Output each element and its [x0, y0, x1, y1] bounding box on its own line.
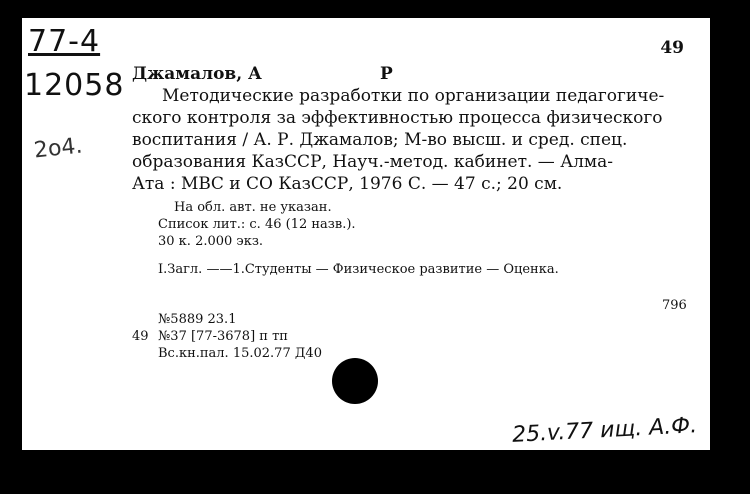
- handwritten-call-number-line1: 77-4: [28, 24, 101, 59]
- card-number: 49: [660, 38, 684, 58]
- date-line: Вс.кн.пал. 15.02.77 Д40: [158, 346, 322, 361]
- title-line-2: ского контроля за эффективностью процесса физического: [132, 108, 663, 128]
- note-line-2: Список лит.: с. 46 (12 назв.).: [158, 217, 356, 232]
- title-line-1: Методические разработки по организации педагогиче-: [162, 86, 665, 106]
- note-line-3: 30 к. 2.000 экз.: [158, 234, 264, 249]
- title-line-4: образования КазССР, Науч.-метод. кабинет. — Алма-: [132, 152, 613, 172]
- catalog-card: [22, 18, 710, 450]
- handwritten-margin-note: 2о4.: [32, 133, 84, 164]
- class-number: 796: [662, 298, 687, 313]
- accession-number: №5889 23.1: [158, 312, 237, 327]
- punch-hole: [332, 358, 378, 404]
- note-line-1: На обл. авт. не указан.: [174, 200, 332, 215]
- handwritten-signature: 25.v.77 ищ. А.Ф.: [511, 413, 698, 448]
- author-name: Джамалов, А: [132, 64, 262, 84]
- inventory-prefix: 49: [132, 329, 149, 344]
- author-initial: Р: [380, 64, 393, 84]
- inventory-line: №37 [77-3678] п тп: [158, 329, 288, 344]
- subject-headings: I.Загл. ——1.Студенты — Физическое развитие — Оценка.: [158, 262, 559, 277]
- title-line-5: Ата : МВС и СО КазССР, 1976 С. — 47 с.; 20 см.: [132, 174, 563, 194]
- title-line-3: воспитания / А. Р. Джамалов; М-во высш. и сред. спец.: [132, 130, 628, 150]
- handwritten-call-number-line2: 12058: [24, 68, 125, 103]
